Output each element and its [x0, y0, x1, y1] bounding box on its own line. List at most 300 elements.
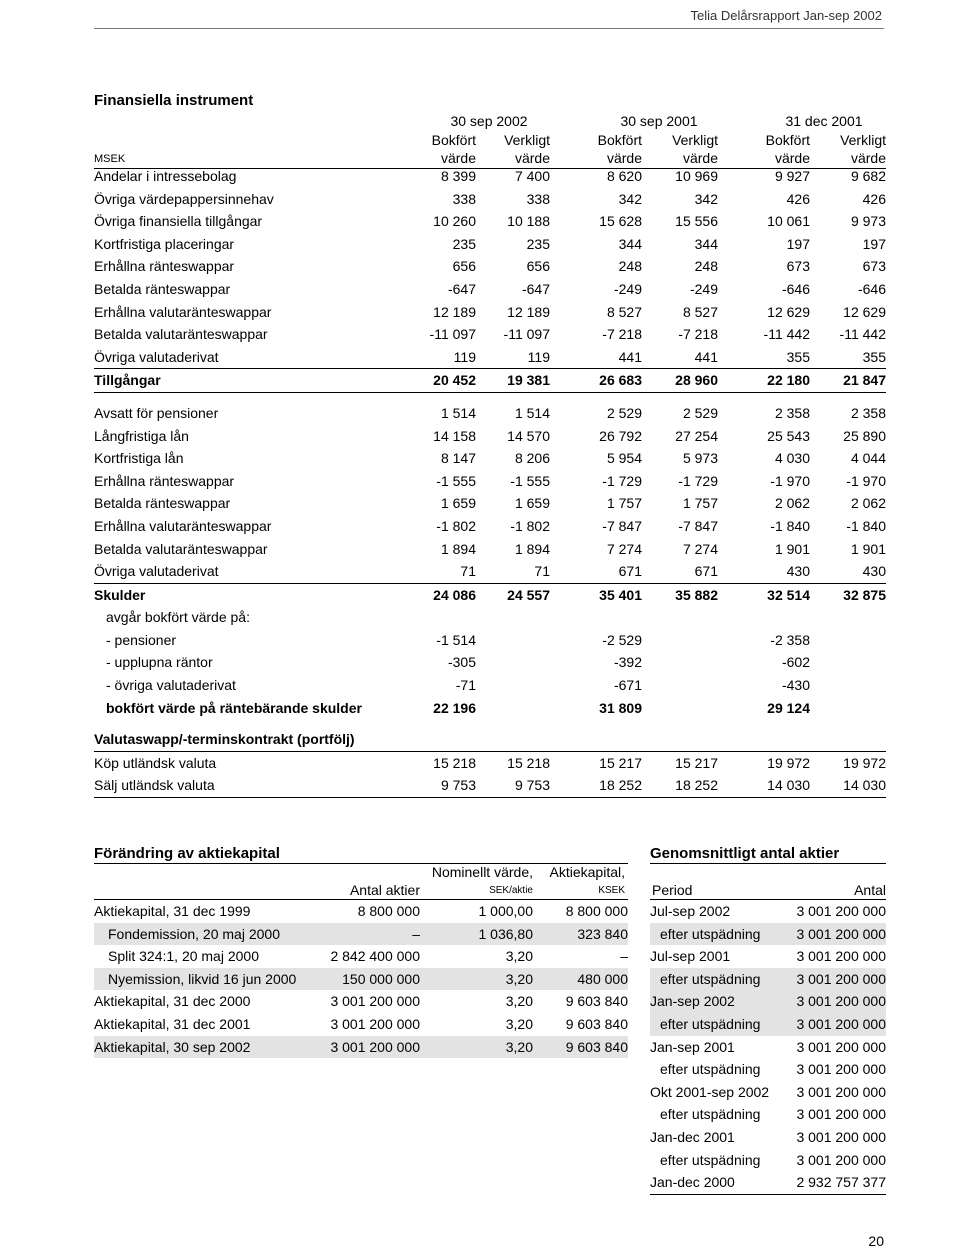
cell: 3 001 200 000 — [796, 1106, 886, 1123]
cell: 441 — [618, 348, 642, 365]
cell: 9 753 — [396, 774, 476, 797]
period-label: Okt 2001-sep 2002 — [650, 1083, 770, 1100]
cell: 3 001 200 000 — [320, 1036, 420, 1059]
spacer-row — [94, 719, 886, 728]
cell: 22 196 — [433, 699, 476, 716]
cell: 430 — [862, 563, 886, 580]
period-label: Jan-dec 2001 — [650, 1128, 735, 1145]
cell: 3,20 — [505, 948, 533, 965]
col-heading: värde — [440, 150, 476, 166]
cell: 3 001 200 000 — [786, 923, 886, 946]
col-heading: Bokfört — [765, 132, 810, 148]
cell: 26 792 — [599, 427, 642, 444]
cell: 342 — [618, 190, 642, 207]
cell: 3 001 200 000 — [330, 1015, 420, 1032]
row-label: Andelar i intressebolag — [94, 168, 237, 184]
report-header: Telia Delårsrapport Jan-sep 2002 — [690, 8, 882, 23]
row-label: Köp utländsk valuta — [94, 754, 217, 771]
header-rule — [94, 28, 884, 29]
table-row — [94, 968, 628, 991]
cell: 26 683 — [550, 369, 642, 393]
table-row — [650, 1013, 886, 1036]
table-row — [650, 1126, 886, 1149]
cell: 673 — [862, 258, 886, 275]
cell: 1 901 — [774, 540, 810, 557]
row-label: Övriga valutaderivat — [94, 563, 219, 580]
col-heading: Verkligt — [672, 132, 718, 148]
cell: 14 158 — [433, 427, 476, 444]
col-heading-unit: SEK/aktie — [489, 885, 533, 896]
row-label: Långfristiga lån — [94, 427, 189, 444]
cell: -647 — [521, 280, 550, 297]
cell: 8 800 000 — [320, 900, 420, 923]
table-row — [94, 560, 886, 583]
table-row — [94, 323, 886, 346]
table-row — [650, 1036, 886, 1059]
cell: 2 358 — [774, 404, 810, 421]
cell: 9 603 840 — [565, 1015, 628, 1032]
cell: 8 147 — [440, 450, 476, 467]
cell: 8 620 — [606, 168, 642, 184]
cell: 3 001 200 000 — [330, 993, 420, 1010]
table-row — [94, 651, 886, 674]
period-label: efter utspädning — [660, 1061, 761, 1078]
period-label: Jan-sep 2002 — [650, 990, 786, 1013]
table-row — [94, 233, 886, 256]
cell: -11 097 — [503, 326, 550, 343]
cell: -1 555 — [436, 472, 476, 489]
period-label: efter utspädning — [660, 1151, 761, 1168]
cell: 19 972 — [843, 754, 886, 771]
row-label: Betalda valutaränteswappar — [94, 540, 268, 557]
cell: -7 847 — [602, 517, 642, 534]
cell: 12 189 — [433, 303, 476, 320]
cell: 656 — [526, 258, 550, 275]
cell: 8 206 — [514, 450, 550, 467]
period-label: Jan-sep 2001 — [650, 1038, 735, 1055]
col-heading: värde — [606, 150, 642, 166]
cell: -11 097 — [429, 326, 476, 343]
table-row — [94, 301, 886, 324]
cell: 9 973 — [850, 213, 886, 230]
cell: 1 894 — [440, 540, 476, 557]
cell: 197 — [786, 235, 810, 252]
cell: -671 — [613, 677, 642, 694]
row-label: Split 324:1, 20 maj 2000 — [108, 948, 259, 965]
cell: 8 800 000 — [533, 900, 628, 923]
section-title-avg: Genomsnittligt antal aktier — [650, 845, 886, 864]
row-label: Fondemission, 20 maj 2000 — [94, 923, 320, 946]
table-row — [650, 968, 886, 991]
row-label: Aktiekapital, 30 sep 2002 — [94, 1036, 320, 1059]
table-row — [94, 210, 886, 233]
cell: -1 729 — [678, 472, 718, 489]
cell: 35 401 — [550, 583, 642, 606]
cell: 32 514 — [718, 583, 810, 606]
cell: 10 188 — [507, 213, 550, 230]
col-heading: värde — [682, 150, 718, 166]
cell: -647 — [447, 280, 476, 297]
cell: 441 — [694, 348, 718, 365]
cell: 355 — [786, 348, 810, 365]
cell: 426 — [786, 190, 810, 207]
row-label: - pensioner — [106, 631, 177, 648]
cell: 338 — [452, 190, 476, 207]
row-label: - övriga valutaderivat — [106, 677, 236, 694]
row-label: Valutaswapp/-terminskontrakt (portfölj) — [94, 728, 886, 751]
cell: 15 218 — [507, 754, 550, 771]
table-row — [94, 945, 628, 968]
cell: 8 527 — [682, 303, 718, 320]
cell: 3 001 200 000 — [796, 1151, 886, 1168]
cell: 5 954 — [606, 450, 642, 467]
period-heading: 30 sep 2002 — [450, 113, 528, 129]
table-row-total — [94, 583, 886, 606]
period-label: efter utspädning — [650, 1013, 786, 1036]
cell: 14 030 — [718, 774, 810, 797]
table-row — [94, 425, 886, 448]
cell: 671 — [694, 563, 718, 580]
cell: 3,20 — [505, 1015, 533, 1032]
row-label: Övriga valutaderivat — [94, 348, 219, 365]
cell: 671 — [618, 563, 642, 580]
cell: 25 543 — [767, 427, 810, 444]
period-label: efter utspädning — [660, 1106, 761, 1123]
table-row — [650, 900, 886, 923]
col-heading: Bokfört — [597, 132, 642, 148]
row-label: Aktiekapital, 31 dec 2000 — [94, 993, 251, 1010]
cell: 1 757 — [606, 495, 642, 512]
table-row — [94, 402, 886, 425]
cell: 4 030 — [774, 450, 810, 467]
table-row — [94, 606, 886, 629]
cell: 15 628 — [599, 213, 642, 230]
cell: 15 556 — [675, 213, 718, 230]
cell: 9 682 — [850, 168, 886, 184]
table-row — [94, 165, 886, 188]
cell: 3 001 200 000 — [796, 1061, 886, 1078]
period-label: Jul-sep 2001 — [650, 948, 731, 965]
cell: 1 894 — [514, 540, 550, 557]
cell: -392 — [613, 654, 642, 671]
cell: 14 030 — [810, 774, 886, 797]
cell: -249 — [613, 280, 642, 297]
cell: -7 218 — [678, 326, 718, 343]
cell: -2 529 — [602, 631, 642, 648]
spacer-row — [94, 392, 886, 402]
cell: 15 217 — [599, 754, 642, 771]
cell: 344 — [694, 235, 718, 252]
cell: 14 570 — [507, 427, 550, 444]
cell: 480 000 — [533, 968, 628, 991]
period-label: Jan-dec 2000 — [650, 1171, 786, 1194]
cell: 1 659 — [514, 495, 550, 512]
row-label: Avsatt för pensioner — [94, 404, 219, 421]
cell: -1 840 — [846, 517, 886, 534]
cell: 4 044 — [850, 450, 886, 467]
avg-shares-table — [650, 899, 886, 1195]
col-heading: värde — [850, 150, 886, 166]
table-row — [94, 1013, 628, 1036]
cell: 248 — [694, 258, 718, 275]
table-row — [94, 674, 886, 697]
table-row — [650, 945, 886, 968]
cell: -7 218 — [602, 326, 642, 343]
table-row — [94, 492, 886, 515]
cell: 3,20 — [420, 968, 533, 991]
period-label: efter utspädning — [650, 968, 786, 991]
cell: -71 — [455, 677, 476, 694]
cell: -1 555 — [510, 472, 550, 489]
cell: 3,20 — [420, 1036, 533, 1059]
table-row — [94, 1036, 628, 1059]
cell: 2 062 — [850, 495, 886, 512]
col-heading — [420, 885, 533, 896]
cell: 19 381 — [476, 369, 550, 393]
cell: 3 001 200 000 — [786, 900, 886, 923]
col-heading: Bokfört — [431, 132, 476, 148]
cell: 235 — [452, 235, 476, 252]
cell: 8 527 — [606, 303, 642, 320]
row-label: Sälj utländsk valuta — [94, 774, 396, 797]
cell: 197 — [862, 235, 886, 252]
table-row — [94, 346, 886, 369]
cell: 2 529 — [606, 404, 642, 421]
cell: 7 274 — [682, 540, 718, 557]
cell: 71 — [460, 563, 476, 580]
cell: -1 970 — [770, 472, 810, 489]
cell: 25 890 — [843, 427, 886, 444]
row-label: Övriga finansiella tillgångar — [94, 213, 263, 230]
period-heading: 30 sep 2001 — [620, 113, 698, 129]
row-label: Övriga värdepappersinnehav — [94, 190, 274, 207]
col-heading: Antal aktier — [349, 882, 420, 898]
table-row — [94, 629, 886, 652]
table-row — [650, 1058, 886, 1081]
cell: 1 514 — [440, 404, 476, 421]
cell: 32 875 — [810, 583, 886, 606]
cell: 8 399 — [440, 168, 476, 184]
cell: 21 847 — [810, 369, 886, 393]
table-row — [94, 728, 886, 751]
period-label: efter utspädning — [650, 923, 786, 946]
table-row-total — [94, 697, 886, 720]
row-label: Betalda ränteswappar — [94, 280, 231, 297]
cell: -1 802 — [436, 517, 476, 534]
cell: 18 252 — [642, 774, 718, 797]
table-row — [94, 188, 886, 211]
table-row — [650, 990, 886, 1013]
table-row — [650, 923, 886, 946]
table-row — [94, 923, 628, 946]
col-heading: Nominellt värde, — [431, 864, 533, 880]
table-row — [650, 1149, 886, 1172]
cell: -1 840 — [770, 517, 810, 534]
cell: 1 514 — [514, 404, 550, 421]
period-heading: 31 dec 2001 — [785, 113, 863, 129]
cell: 342 — [694, 190, 718, 207]
cell: 22 180 — [718, 369, 810, 393]
cell: 24 086 — [396, 583, 476, 606]
col-heading: KSEK — [598, 885, 625, 896]
cell: 7 274 — [606, 540, 642, 557]
row-label: Erhållna ränteswappar — [94, 258, 235, 275]
cell: 71 — [534, 563, 550, 580]
cell: 1 036,80 — [420, 923, 533, 946]
cell: 150 000 000 — [320, 968, 420, 991]
row-label: bokfört värde på räntebärande skulder — [106, 699, 362, 716]
cell: 3 001 200 000 — [786, 968, 886, 991]
cell: -430 — [781, 677, 810, 694]
table-row — [94, 255, 886, 278]
cell: 1 659 — [440, 495, 476, 512]
cell: 9 927 — [774, 168, 810, 184]
row-label: Erhållna valutaränteswappar — [94, 517, 272, 534]
cell: 1 901 — [850, 540, 886, 557]
cell: 9 753 — [476, 774, 550, 797]
cell: 2 529 — [682, 404, 718, 421]
cell: 9 603 840 — [565, 993, 628, 1010]
cell: 119 — [453, 348, 476, 365]
col-heading: Aktiekapital, — [549, 864, 625, 880]
cell: 2 358 — [850, 404, 886, 421]
row-label: Aktiekapital, 31 dec 1999 — [94, 900, 320, 923]
cell: 29 124 — [767, 699, 810, 716]
cell: 1 000,00 — [420, 900, 533, 923]
cell: 656 — [452, 258, 476, 275]
cell: 5 973 — [682, 450, 718, 467]
table-row — [94, 751, 886, 774]
cell: 673 — [786, 258, 810, 275]
cell: 235 — [526, 235, 550, 252]
fin-column-header — [94, 112, 886, 169]
cell: 3 001 200 000 — [796, 1083, 886, 1100]
cell: -646 — [781, 280, 810, 297]
row-label: - upplupna räntor — [106, 654, 213, 671]
col-heading: Verkligt — [504, 132, 550, 148]
cell: -1 729 — [602, 472, 642, 489]
cell: – — [320, 923, 420, 946]
row-label: Nyemission, likvid 16 jun 2000 — [94, 968, 320, 991]
cell: -249 — [689, 280, 718, 297]
cell: 31 809 — [599, 699, 642, 716]
table-row — [94, 774, 886, 797]
cell: 2 062 — [774, 495, 810, 512]
row-label: Skulder — [94, 583, 396, 606]
table-row — [94, 990, 628, 1013]
cell: 19 972 — [767, 754, 810, 771]
cell: 15 218 — [433, 754, 476, 771]
cell: -11 442 — [763, 326, 810, 343]
table-row-total — [94, 369, 886, 393]
cell: 7 400 — [514, 168, 550, 184]
cell: 10 969 — [675, 168, 718, 184]
cell: 2 842 400 000 — [330, 948, 420, 965]
table-row — [650, 1103, 886, 1126]
fin-table — [94, 165, 886, 798]
currency-label: MSEK — [94, 153, 126, 165]
cell: 20 452 — [396, 369, 476, 393]
cell: -1 514 — [436, 631, 476, 648]
cell: 12 629 — [843, 303, 886, 320]
cell: -1 802 — [510, 517, 550, 534]
cell: – — [620, 948, 628, 965]
row-label: Tillgångar — [94, 369, 396, 393]
cell: 3 001 200 000 — [786, 1013, 886, 1036]
period-label: Jul-sep 2002 — [650, 900, 786, 923]
cell: -2 358 — [770, 631, 810, 648]
cell: 10 260 — [433, 213, 476, 230]
row-label: Erhållna ränteswappar — [94, 472, 235, 489]
cell: 426 — [862, 190, 886, 207]
cell: 355 — [862, 348, 886, 365]
row-label: Kortfristiga lån — [94, 450, 184, 467]
cell: 3 001 200 000 — [786, 990, 886, 1013]
table-row — [94, 900, 628, 923]
table-row — [94, 447, 886, 470]
cell: 28 960 — [642, 369, 718, 393]
row-label: avgår bokfört värde på: — [106, 609, 250, 626]
table-row — [650, 1171, 886, 1194]
table-row — [94, 538, 886, 561]
cell: 3 001 200 000 — [796, 1128, 886, 1145]
cell: 9 603 840 — [533, 1036, 628, 1059]
col-heading: Verkligt — [840, 132, 886, 148]
cell: 430 — [786, 563, 810, 580]
row-label: Betalda ränteswappar — [94, 495, 231, 512]
cell: 344 — [618, 235, 642, 252]
col-heading: värde — [514, 150, 550, 166]
row-label: Erhållna valutaränteswappar — [94, 303, 272, 320]
table-row — [94, 470, 886, 493]
cell: -1 970 — [846, 472, 886, 489]
cell: 10 061 — [767, 213, 810, 230]
cell: 248 — [618, 258, 642, 275]
equity-table — [94, 899, 628, 1058]
table-row — [650, 1081, 886, 1104]
cell: -7 847 — [678, 517, 718, 534]
table-row — [94, 515, 886, 538]
row-label: Kortfristiga placeringar — [94, 235, 235, 252]
cell: 323 840 — [533, 923, 628, 946]
cell: -11 442 — [839, 326, 886, 343]
table-row — [94, 278, 886, 301]
cell: 3,20 — [505, 993, 533, 1010]
cell: 3 001 200 000 — [796, 1038, 886, 1055]
cell: -305 — [447, 654, 476, 671]
cell: -646 — [857, 280, 886, 297]
row-label: Aktiekapital, 31 dec 2001 — [94, 1015, 251, 1032]
cell: 24 557 — [476, 583, 550, 606]
col-heading: Antal — [854, 882, 886, 898]
row-label: Betalda valutaränteswappar — [94, 326, 268, 343]
cell: 338 — [526, 190, 550, 207]
cell: 15 217 — [675, 754, 718, 771]
cell: 35 882 — [642, 583, 718, 606]
section-title-fin: Finansiella instrument — [94, 92, 254, 109]
page-number: 20 — [868, 1233, 884, 1249]
cell: 12 189 — [507, 303, 550, 320]
cell: 1 757 — [682, 495, 718, 512]
cell: 27 254 — [675, 427, 718, 444]
section-title-equity: Förändring av aktiekapital — [94, 845, 628, 864]
cell: 119 — [527, 348, 550, 365]
cell: -602 — [781, 654, 810, 671]
col-heading: värde — [774, 150, 810, 166]
cell: 3 001 200 000 — [796, 948, 886, 965]
col-heading: Period — [652, 882, 693, 898]
cell: 2 932 757 377 — [786, 1171, 886, 1194]
